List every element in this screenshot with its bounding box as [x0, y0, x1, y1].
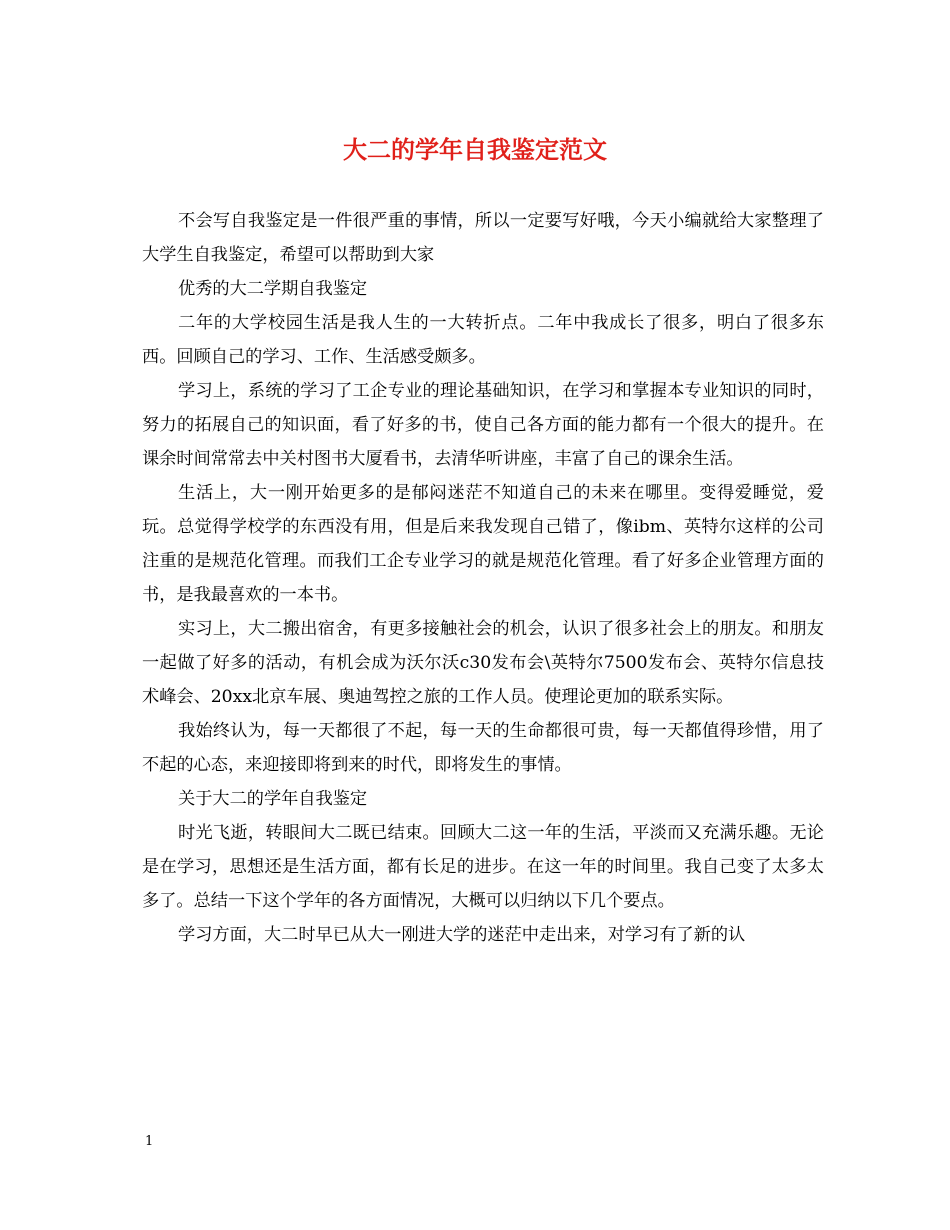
document-title: 大二的学年自我鉴定范文 — [343, 135, 607, 164]
paragraph-overview: 二年的大学校园生活是我人生的一大转折点。二年中我成长了很多，明白了很多东西。回顾自己的学习、工作、生活感受颇多。 — [142, 313, 824, 367]
document-body — [142, 204, 824, 952]
paragraph-study: 学习上，系统的学习了工企专业的理论基础知识，在学习和掌握本专业知识的同时，努力的拓展自己的知识面，看了好多的书，使自己各方面的能力都有一个很大的提升。在课余时间常常去中关村图书大厦看书，去清华听讲座，丰富了自己的课余生活。 — [142, 381, 824, 469]
paragraph-intro: 不会写自我鉴定是一件很严重的事情，所以一定要写好哦，今天小编就给大家整理了大学生自我鉴定，希望可以帮助到大家 — [142, 211, 824, 265]
paragraph-study-aspect: 学习方面，大二时早已从大一刚进大学的迷茫中走出来，对学习有了新的认 — [178, 925, 746, 945]
paragraph-belief: 我始终认为，每一天都很了不起，每一天的生命都很可贵，每一天都值得珍惜，用了不起的心态，来迎接即将到来的时代，即将发生的事情。 — [142, 721, 824, 775]
section-heading-excellent: 优秀的大二学期自我鉴定 — [178, 279, 368, 299]
paragraph-life: 生活上，大一刚开始更多的是郁闷迷茫不知道自己的未来在哪里。变得爱睡觉，爱玩。总觉得学校学的东西没有用，但是后来我发现自己错了，像ibm、英特尔这样的公司注重的是规范化管理。而我们工企专业学习的就是规范化管理。看了好多企业管理方面的书，是我最喜欢的一本书。 — [142, 483, 824, 605]
paragraph-time: 时光飞逝，转眼间大二既已结束。回顾大二这一年的生活，平淡而又充满乐趣。无论是在学习，思想还是生活方面，都有长足的进步。在这一年的时间里。我自己变了太多太多了。总结一下这个学年的各方面情况，大概可以归纳以下几个要点。 — [142, 823, 824, 911]
page-number: 1 — [145, 1134, 154, 1149]
paragraph-internship: 实习上，大二搬出宿舍，有更多接触社会的机会，认识了很多社会上的朋友。和朋友一起做了好多的活动，有机会成为沃尔沃c30发布会\英特尔7500发布会、英特尔信息技术峰会、20xx北京车展、奥迪驾控之旅的工作人员。使理论更加的联系实际。 — [142, 619, 824, 707]
section-heading-about: 关于大二的学年自我鉴定 — [178, 789, 368, 809]
